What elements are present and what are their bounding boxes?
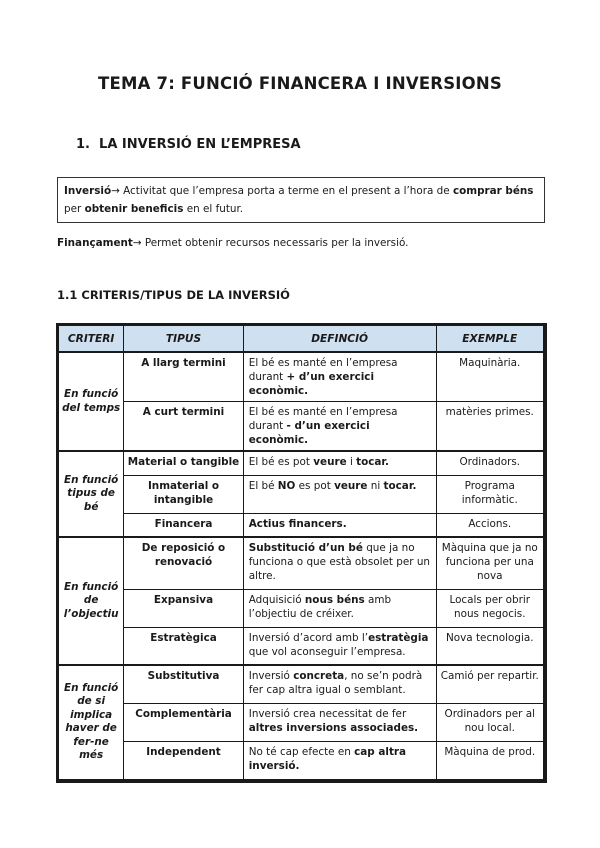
definition-term: Inversió	[64, 185, 112, 197]
exemple-cell: Programa informàtic.	[436, 475, 543, 513]
exemple-cell: Camió per repartir.	[436, 665, 543, 703]
criteri-cell: En funció de l’objectiu	[59, 537, 124, 665]
def-bold: veure	[334, 479, 368, 492]
exemple-cell: Màquina que ja no funciona per una nova	[436, 537, 543, 589]
table-row	[59, 665, 544, 703]
table-row	[59, 352, 544, 402]
definicio-cell	[243, 665, 436, 703]
exemple-cell: Nova tecnologia.	[436, 627, 543, 665]
def-text: No té cap efecte en	[248, 745, 355, 758]
def-bold: estratègia	[368, 631, 429, 644]
definicio-cell	[243, 513, 436, 537]
arrow-icon: →	[111, 185, 120, 197]
tipus-cell: Complementària	[124, 703, 243, 741]
criteri-cell: En funció de si implica haver de fer-ne més	[59, 665, 124, 779]
def-text: Inversió d’acord amb l’	[248, 631, 369, 644]
arrow-icon: →	[132, 237, 142, 249]
financing-term: Finançament	[57, 237, 133, 249]
tipus-cell: Independent	[124, 741, 243, 779]
def-bold: tocar.	[383, 479, 417, 492]
def-text: El bé es manté en l’empresa durant	[248, 406, 398, 432]
def-text: El bé es pot	[248, 456, 314, 468]
header-criteri: CRITERI	[59, 326, 124, 353]
section-title-text: LA INVERSIÓ EN L’EMPRESA	[99, 137, 301, 152]
tipus-cell: Substitutiva	[124, 665, 243, 703]
definition-bold: obtenir beneficis	[84, 203, 184, 215]
definition-box	[57, 177, 545, 223]
definicio-cell	[243, 627, 436, 665]
criteria-table-frame	[56, 323, 547, 783]
header-tipus: TIPUS	[124, 326, 243, 353]
section-number: 1.	[76, 137, 90, 152]
def-text: ni	[367, 479, 384, 492]
def-text: El bé	[248, 479, 278, 492]
tipus-cell: A llarg termini	[124, 352, 243, 402]
def-text: amb l’objectiu de créixer.	[248, 593, 392, 620]
header-definicio: DEFINCIÓ	[243, 326, 436, 353]
tipus-cell: A curt termini	[124, 402, 243, 452]
definition-bold: comprar béns	[452, 185, 534, 197]
criteri-cell: En funció tipus de bé	[59, 451, 124, 537]
table-row	[59, 703, 544, 741]
definicio-cell	[243, 703, 436, 741]
def-bold: - d’un exercici econòmic.	[248, 420, 370, 446]
table-row	[59, 589, 544, 627]
table-header-row	[59, 326, 544, 353]
tipus-cell: Expansiva	[124, 589, 243, 627]
def-bold: nous béns	[304, 593, 365, 606]
tipus-cell: Material o tangible	[124, 451, 243, 475]
definicio-cell	[243, 589, 436, 627]
exemple-cell: Locals per obrir nous negocis.	[436, 589, 543, 627]
def-bold: cap altra inversió.	[248, 745, 407, 772]
def-text: es pot	[295, 479, 335, 492]
header-exemple: EXEMPLE	[436, 326, 543, 353]
def-bold: veure	[313, 456, 347, 468]
def-text: , no se’n podrà fer cap altra igual o semblant.	[248, 670, 423, 696]
def-text: Adquisició	[248, 593, 305, 606]
table-row	[59, 402, 544, 452]
def-bold: concreta	[293, 670, 345, 682]
table-row	[59, 451, 544, 475]
table-row	[59, 537, 544, 589]
def-text: i	[346, 456, 357, 468]
financing-text: Permet obtenir recursos necessaris per la inversió.	[141, 237, 409, 249]
def-bold: tocar.	[356, 456, 390, 468]
exemple-cell: Màquina de prod.	[436, 741, 543, 779]
tipus-cell: Inmaterial o intangible	[124, 475, 243, 513]
def-bold: Substitució d’un bé	[248, 542, 363, 554]
table-row	[59, 741, 544, 779]
tipus-cell: De reposició o renovació	[124, 537, 243, 589]
exemple-cell: Ordinadors.	[436, 451, 543, 475]
exemple-cell: Accions.	[436, 513, 543, 537]
page-title: TEMA 7: FUNCIÓ FINANCERA I INVERSIONS	[98, 74, 502, 93]
definicio-cell	[243, 475, 436, 513]
def-bold: NO	[277, 479, 296, 492]
definicio-cell	[243, 402, 436, 452]
def-bold: Actius financers.	[248, 517, 347, 530]
exemple-cell: Maquinària.	[436, 352, 543, 402]
criteria-table	[58, 325, 544, 780]
definicio-cell	[243, 352, 436, 402]
section-title	[76, 137, 301, 152]
subsection-title: 1.1 CRITERIS/TIPUS DE LA INVERSIÓ	[57, 288, 290, 302]
exemple-cell: Ordinadors per al nou local.	[436, 703, 543, 741]
def-text: Inversió	[248, 670, 294, 682]
table-row	[59, 627, 544, 665]
def-bold: + d’un exercici econòmic.	[248, 371, 375, 397]
tipus-cell: Financera	[124, 513, 243, 537]
definicio-cell	[243, 537, 436, 589]
tipus-cell: Estratègica	[124, 627, 243, 665]
table-row	[59, 475, 544, 513]
definition-text: en el futur.	[183, 203, 244, 215]
table-row	[59, 513, 544, 537]
def-text: Inversió crea necessitat de fer	[248, 707, 407, 720]
definicio-cell	[243, 451, 436, 475]
definition-text: per	[64, 203, 85, 215]
definicio-cell	[243, 741, 436, 779]
financing-definition	[57, 235, 408, 251]
def-bold: altres inversions associades.	[248, 721, 419, 734]
criteri-cell: En funció del temps	[59, 352, 124, 451]
def-text: El bé es manté en l’empresa durant	[248, 357, 398, 383]
def-text: que vol aconseguir l’empresa.	[248, 645, 406, 658]
exemple-cell: matèries primes.	[436, 402, 543, 452]
definition-text: Activitat que l’empresa porta a terme en el present a l’hora de	[119, 185, 453, 197]
def-text: que ja no funciona o que està obsolet per un altre.	[248, 542, 430, 582]
